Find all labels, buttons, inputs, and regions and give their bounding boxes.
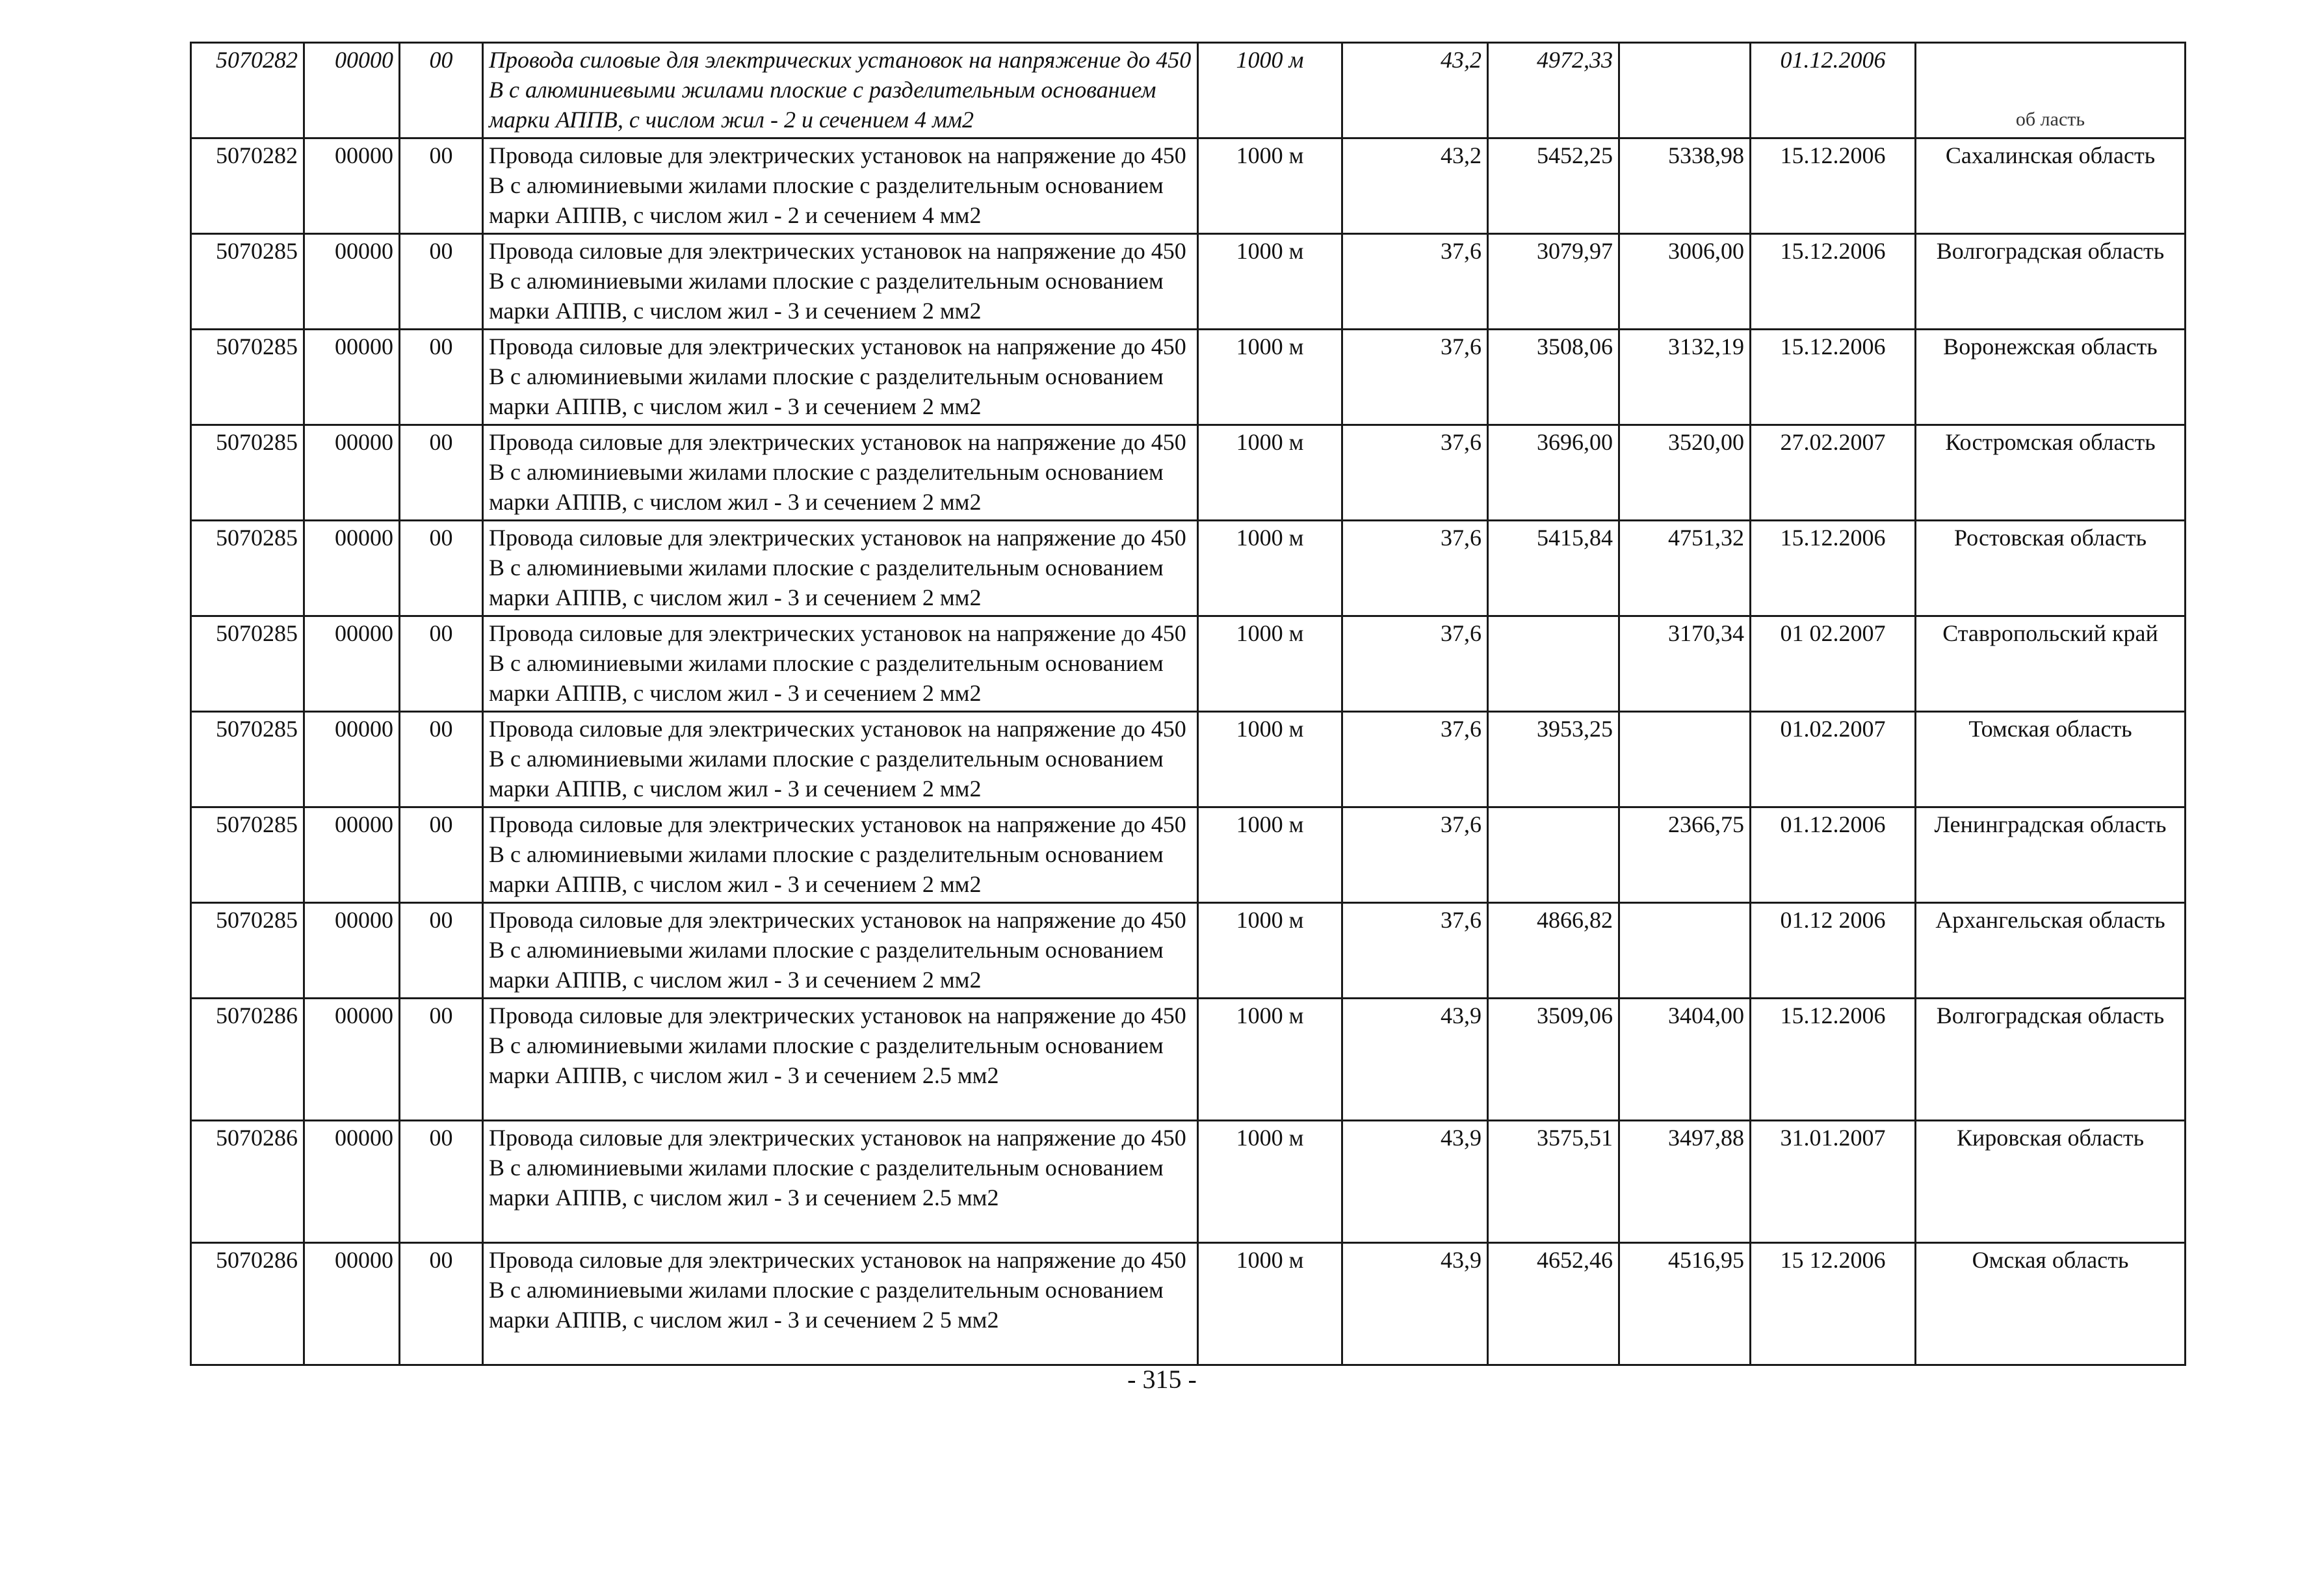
- table-row: [191, 1243, 2186, 1365]
- price-cell: 3079,97: [1488, 234, 1619, 330]
- code-cell: 5070285: [191, 807, 304, 903]
- price-vat-cell: 3520,00: [1619, 425, 1751, 521]
- date-cell: 31.01.2007: [1751, 1121, 1916, 1243]
- price-cell: 5415,84: [1488, 521, 1619, 616]
- unit-cell: 1000 м: [1198, 138, 1342, 234]
- extension-cell: 00: [400, 521, 483, 616]
- page-number: - 315 -: [1127, 1365, 1197, 1394]
- price-cell: [1488, 807, 1619, 903]
- subcode-cell: 00000: [304, 712, 400, 807]
- date-cell: 27.02.2007: [1751, 425, 1916, 521]
- subcode-cell: 00000: [304, 1243, 400, 1365]
- subcode-cell: 00000: [304, 521, 400, 616]
- price-cell: 4652,46: [1488, 1243, 1619, 1365]
- price-vat-cell: 3006,00: [1619, 234, 1751, 330]
- code-cell: 5070285: [191, 712, 304, 807]
- description-cell: Провода силовые для электрических установок на напряжение до 450 В с алюминиевыми жилами плоские с разделительным основанием марки АППВ, с числом жил - 3 и сечением 2 мм2: [483, 712, 1198, 807]
- subcode-cell: 00000: [304, 999, 400, 1121]
- weight-cell: 37,6: [1342, 330, 1488, 425]
- unit-cell: 1000 м: [1198, 330, 1342, 425]
- description-cell: Провода силовые для электрических установок на напряжение до 450 В с алюминиевыми жилами плоские с разделительным основанием марки АППВ, с числом жил - 3 и сечением 2.5 мм2: [483, 1121, 1198, 1243]
- table-row: [191, 138, 2186, 234]
- subcode-cell: 00000: [304, 43, 400, 138]
- table-row: [191, 616, 2186, 712]
- weight-cell: 37,6: [1342, 521, 1488, 616]
- table-row: [191, 234, 2186, 330]
- code-cell: 5070286: [191, 1121, 304, 1243]
- extension-cell: 00: [400, 138, 483, 234]
- description-cell: Провода силовые для электрических установок на напряжение до 450 В с алюминиевыми жилами плоские с разделительным основанием марки АППВ, с числом жил - 3 и сечением 2 мм2: [483, 807, 1198, 903]
- price-vat-cell: 2366,75: [1619, 807, 1751, 903]
- subcode-cell: 00000: [304, 138, 400, 234]
- table-row: [191, 903, 2186, 999]
- unit-cell: 1000 м: [1198, 712, 1342, 807]
- unit-cell: 1000 м: [1198, 999, 1342, 1121]
- date-cell: 01.12.2006: [1751, 807, 1916, 903]
- code-cell: 5070282: [191, 138, 304, 234]
- date-cell: 15.12.2006: [1751, 999, 1916, 1121]
- price-cell: 3575,51: [1488, 1121, 1619, 1243]
- unit-cell: 1000 м: [1198, 425, 1342, 521]
- price-cell: [1488, 616, 1619, 712]
- table-body: [191, 43, 2186, 1365]
- table-row: [191, 999, 2186, 1121]
- weight-cell: 37,6: [1342, 807, 1488, 903]
- unit-cell: 1000 м: [1198, 1121, 1342, 1243]
- price-vat-cell: 4516,95: [1619, 1243, 1751, 1365]
- extension-cell: 00: [400, 43, 483, 138]
- price-cell: 3953,25: [1488, 712, 1619, 807]
- description-cell: Провода силовые для электрических установок на напряжение до 450 В с алюминиевыми жилами плоские с разделительным основанием марки АППВ, с числом жил - 3 и сечением 2 5 мм2: [483, 1243, 1198, 1365]
- date-cell: 01.02.2007: [1751, 712, 1916, 807]
- code-cell: 5070282: [191, 43, 304, 138]
- price-cell: 4866,82: [1488, 903, 1619, 999]
- description-cell: Провода силовые для электрических установок на напряжение до 450 В с алюминиевыми жилами плоские с разделительным основанием марки АППВ, с числом жил - 3 и сечением 2 мм2: [483, 616, 1198, 712]
- unit-cell: 1000 м: [1198, 903, 1342, 999]
- extension-cell: 00: [400, 999, 483, 1121]
- price-cell: 4972,33: [1488, 43, 1619, 138]
- price-cell: 3508,06: [1488, 330, 1619, 425]
- extension-cell: 00: [400, 1121, 483, 1243]
- date-cell: 15 12.2006: [1751, 1243, 1916, 1365]
- region-cell: Омская область: [1916, 1243, 2186, 1365]
- price-vat-cell: 3404,00: [1619, 999, 1751, 1121]
- unit-cell: 1000 м: [1198, 521, 1342, 616]
- price-table: [190, 42, 2186, 1366]
- extension-cell: 00: [400, 234, 483, 330]
- code-cell: 5070286: [191, 1243, 304, 1365]
- code-cell: 5070285: [191, 521, 304, 616]
- price-vat-cell: 5338,98: [1619, 138, 1751, 234]
- price-cell: 5452,25: [1488, 138, 1619, 234]
- code-cell: 5070285: [191, 234, 304, 330]
- price-vat-cell: 4751,32: [1619, 521, 1751, 616]
- date-cell: 15.12.2006: [1751, 234, 1916, 330]
- extension-cell: 00: [400, 1243, 483, 1365]
- price-vat-cell: 3170,34: [1619, 616, 1751, 712]
- weight-cell: 37,6: [1342, 616, 1488, 712]
- subcode-cell: 00000: [304, 616, 400, 712]
- region-cell: Костромская область: [1916, 425, 2186, 521]
- code-cell: 5070285: [191, 330, 304, 425]
- description-cell: Провода силовые для электрических установок на напряжение до 450 В с алюминиевыми жилами плоские с разделительным основанием марки АППВ, с числом жил - 3 и сечением 2.5 мм2: [483, 999, 1198, 1121]
- date-cell: 15.12.2006: [1751, 138, 1916, 234]
- code-cell: 5070285: [191, 903, 304, 999]
- subcode-cell: 00000: [304, 903, 400, 999]
- extension-cell: 00: [400, 425, 483, 521]
- price-vat-cell: 3132,19: [1619, 330, 1751, 425]
- description-cell: Провода силовые для электрических установок на напряжение до 450 В с алюминиевыми жилами плоские с разделительным основанием марки АППВ, с числом жил - 3 и сечением 2 мм2: [483, 903, 1198, 999]
- unit-cell: 1000 м: [1198, 807, 1342, 903]
- region-cell: Томская область: [1916, 712, 2186, 807]
- table-row: [191, 712, 2186, 807]
- table-row: [191, 330, 2186, 425]
- price-cell: 3509,06: [1488, 999, 1619, 1121]
- price-cell: 3696,00: [1488, 425, 1619, 521]
- extension-cell: 00: [400, 903, 483, 999]
- region-cell: об ласть: [1916, 43, 2186, 138]
- code-cell: 5070286: [191, 999, 304, 1121]
- date-cell: 15.12.2006: [1751, 521, 1916, 616]
- code-cell: 5070285: [191, 425, 304, 521]
- region-cell: Архангельская область: [1916, 903, 2186, 999]
- table-row: [191, 425, 2186, 521]
- subcode-cell: 00000: [304, 234, 400, 330]
- weight-cell: 37,6: [1342, 234, 1488, 330]
- date-cell: 01.12.2006: [1751, 43, 1916, 138]
- extension-cell: 00: [400, 616, 483, 712]
- extension-cell: 00: [400, 712, 483, 807]
- unit-cell: 1000 м: [1198, 234, 1342, 330]
- date-cell: 01 02.2007: [1751, 616, 1916, 712]
- description-cell: Провода силовые для электрических установок на напряжение до 450 В с алюминиевыми жилами плоские с разделительным основанием марки АППВ, с числом жил - 3 и сечением 2 мм2: [483, 521, 1198, 616]
- unit-cell: 1000 м: [1198, 1243, 1342, 1365]
- weight-cell: 37,6: [1342, 712, 1488, 807]
- price-vat-cell: [1619, 903, 1751, 999]
- weight-cell: 37,6: [1342, 903, 1488, 999]
- date-cell: 15.12.2006: [1751, 330, 1916, 425]
- code-cell: 5070285: [191, 616, 304, 712]
- description-cell: Провода силовые для электрических установок на напряжение до 450 В с алюминиевыми жилами плоские с разделительным основанием марки АППВ, с числом жил - 3 и сечением 2 мм2: [483, 234, 1198, 330]
- extension-cell: 00: [400, 807, 483, 903]
- table-row: [191, 43, 2186, 138]
- weight-cell: 37,6: [1342, 425, 1488, 521]
- subcode-cell: 00000: [304, 425, 400, 521]
- price-vat-cell: [1619, 712, 1751, 807]
- region-cell: Ленинградская область: [1916, 807, 2186, 903]
- weight-cell: 43,9: [1342, 1121, 1488, 1243]
- subcode-cell: 00000: [304, 1121, 400, 1243]
- table-row: [191, 521, 2186, 616]
- price-vat-cell: [1619, 43, 1751, 138]
- region-cell: Воронежская область: [1916, 330, 2186, 425]
- description-cell: Провода силовые для электрических установок на напряжение до 450 В с алюминиевыми жилами плоские с разделительным основанием марки АППВ, с числом жил - 2 и сечением 4 мм2: [483, 138, 1198, 234]
- region-cell: Волгоградская область: [1916, 234, 2186, 330]
- region-cell: Кировская область: [1916, 1121, 2186, 1243]
- extension-cell: 00: [400, 330, 483, 425]
- weight-cell: 43,9: [1342, 999, 1488, 1121]
- table-row: [191, 1121, 2186, 1243]
- weight-cell: 43,9: [1342, 1243, 1488, 1365]
- weight-cell: 43,2: [1342, 43, 1488, 138]
- unit-cell: 1000 м: [1198, 43, 1342, 138]
- subcode-cell: 00000: [304, 330, 400, 425]
- region-cell: Волгоградская область: [1916, 999, 2186, 1121]
- region-cell: Сахалинская область: [1916, 138, 2186, 234]
- date-cell: 01.12 2006: [1751, 903, 1916, 999]
- description-cell: Провода силовые для электрических установок на напряжение до 450 В с алюминиевыми жилами плоские с разделительным основанием марки АППВ, с числом жил - 3 и сечением 2 мм2: [483, 330, 1198, 425]
- unit-cell: 1000 м: [1198, 616, 1342, 712]
- weight-cell: 43,2: [1342, 138, 1488, 234]
- description-cell: Провода силовые для электрических установок на напряжение до 450 В с алюминиевыми жилами плоские с разделительным основанием марки АППВ, с числом жил - 3 и сечением 2 мм2: [483, 425, 1198, 521]
- description-cell: Провода силовые для электрических установок на напряжение до 450 В с алюминиевыми жилами плоские с разделительным основанием марки АППВ, с числом жил - 2 и сечением 4 мм2: [483, 43, 1198, 138]
- price-vat-cell: 3497,88: [1619, 1121, 1751, 1243]
- subcode-cell: 00000: [304, 807, 400, 903]
- region-cell: Ростовская область: [1916, 521, 2186, 616]
- region-cell: Ставропольский край: [1916, 616, 2186, 712]
- table-row: [191, 807, 2186, 903]
